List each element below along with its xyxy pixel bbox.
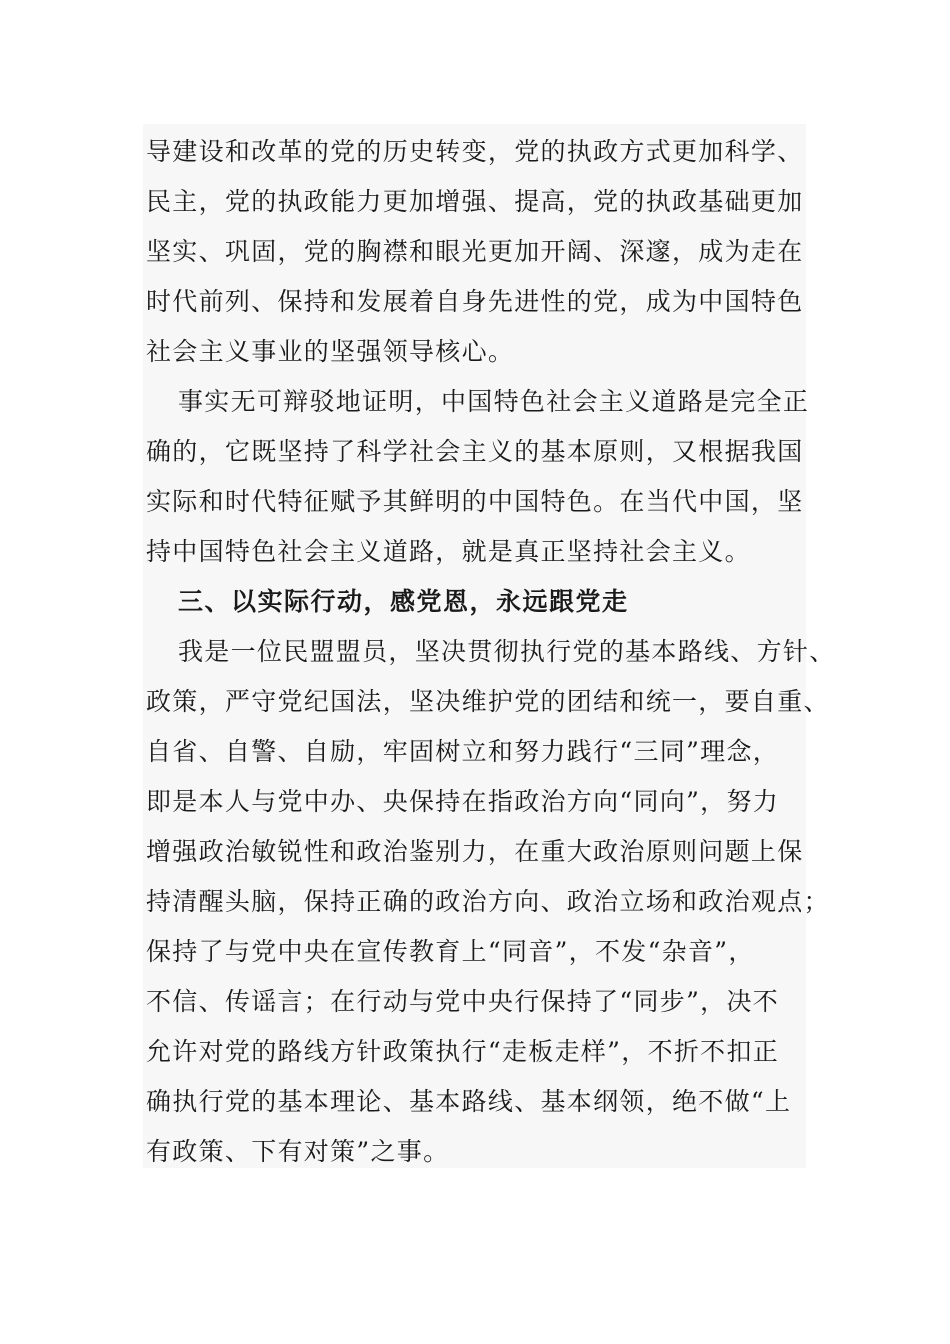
text-line: 持清醒头脑，保持正确的政治方向、政治立场和政治观点； (146, 887, 830, 916)
text-line: 实际和时代特征赋予其鲜明的中国特色。在当代中国，坚 (146, 487, 804, 516)
text-line: 导建设和改革的党的历史转变，党的执政方式更加科学、 (146, 137, 804, 166)
text-line: 持中国特色社会主义道路，就是真正坚持社会主义。 (146, 537, 751, 566)
text-line: 政策，严守党纪国法，坚决维护党的团结和统一，要自重、 (146, 687, 830, 716)
text-line: 有政策、下有对策”之事。 (146, 1137, 450, 1166)
text-line: 时代前列、保持和发展着自身先进性的党，成为中国特色 (146, 287, 804, 316)
text-line: 即是本人与党中办、央保持在指政治方向“同向”，努力 (146, 787, 780, 816)
text-line: 社会主义事业的坚强领导核心。 (146, 337, 515, 366)
section-heading: 三、以实际行动，感党恩，永远跟党走 (178, 587, 629, 616)
text-line: 民主，党的执政能力更加增强、提高，党的执政基础更加 (146, 187, 804, 216)
text-line: 坚实、巩固，党的胸襟和眼光更加开阔、深邃，成为走在 (146, 237, 804, 266)
text-line: 增强政治敏锐性和政治鉴别力，在重大政治原则问题上保 (146, 837, 804, 866)
text-line: 不信、传谣言；在行动与党中央行保持了“同步”，决不 (146, 987, 780, 1016)
paragraph-first-line: 事实无可辩驳地证明，中国特色社会主义道路是完全正 (178, 387, 810, 416)
text-block (143, 124, 836, 1168)
text-line: 允许对党的路线方针政策执行“走板走样”，不折不扣正 (146, 1037, 780, 1066)
text-line: 自省、自警、自励，牢固树立和努力践行“三同”理念， (146, 737, 780, 766)
text-line: 确执行党的基本理论、基本路线、基本纲领，绝不做“上 (146, 1087, 792, 1116)
text-line: 保持了与党中央在宣传教育上“同音”，不发“杂音”， (146, 937, 755, 966)
paragraph-first-line: 我是一位民盟盟员，坚决贯彻执行党的基本路线、方针、 (178, 637, 836, 666)
text-line: 确的，它既坚持了科学社会主义的基本原则，又根据我国 (146, 437, 804, 466)
